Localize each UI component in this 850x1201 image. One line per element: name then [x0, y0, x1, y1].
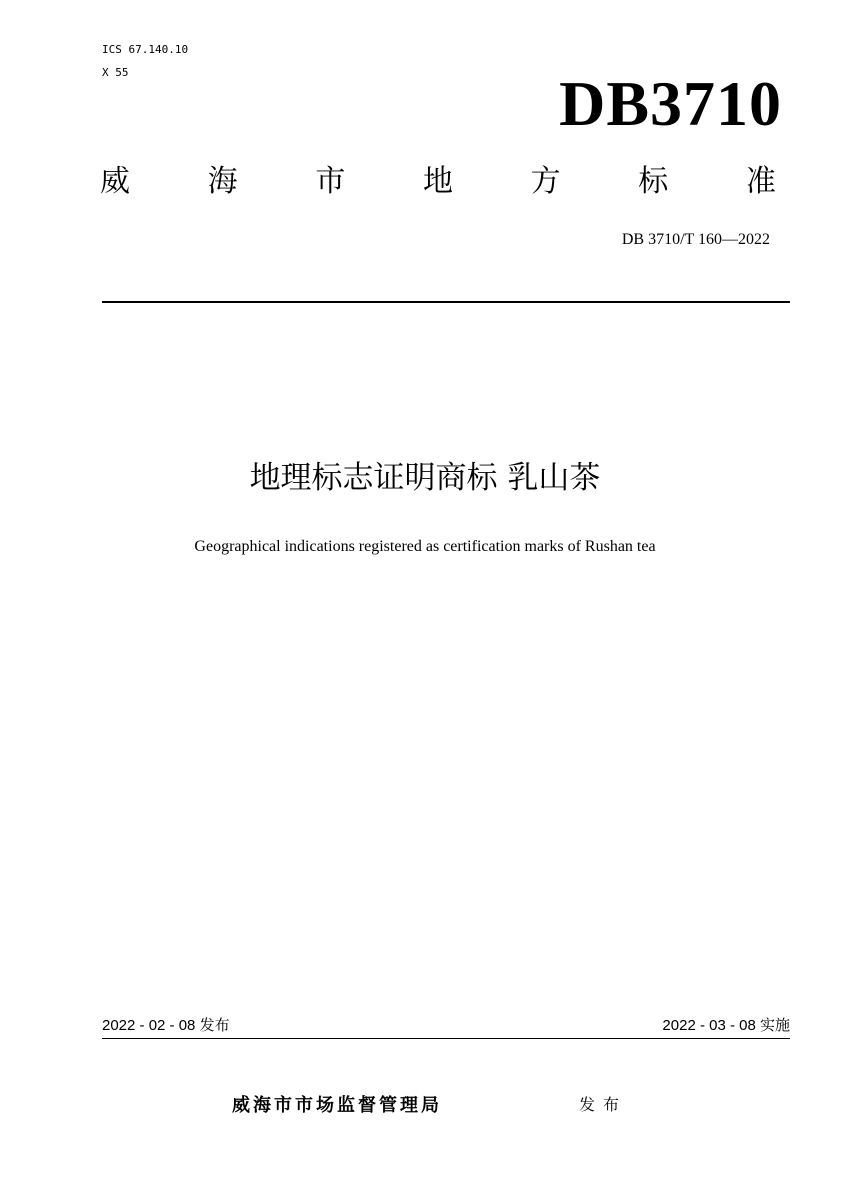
standard-type-char: 标	[638, 164, 669, 199]
standard-type-char: 准	[745, 164, 776, 199]
implement-date: 2022 - 03 - 08 实施	[662, 1017, 790, 1034]
issuing-authority: 威海市市场监督管理局	[232, 1095, 442, 1116]
issue-label: 发布	[579, 1095, 628, 1114]
standard-code-logo: DB3710	[559, 68, 782, 139]
standard-number: DB 3710/T 160—2022	[621, 231, 770, 248]
date-row	[102, 1018, 790, 1033]
document-title-english: Geographical indications registered as certification marks of Rushan tea	[194, 538, 656, 555]
standard-type-char: 海	[207, 164, 238, 199]
footer-divider	[102, 1038, 790, 1039]
header-divider	[102, 301, 790, 303]
standard-type-heading	[100, 164, 776, 199]
publish-date: 2022 - 02 - 08 发布	[102, 1017, 230, 1034]
ccs-code: X 55	[102, 66, 129, 79]
standard-type-char: 市	[315, 164, 346, 199]
standard-type-char: 方	[530, 164, 561, 199]
standard-type-char: 威	[100, 164, 130, 199]
ics-code: ICS 67.140.10	[102, 43, 189, 56]
standard-type-char: 地	[422, 164, 453, 199]
document-title-chinese: 地理标志证明商标 乳山茶	[249, 460, 601, 496]
